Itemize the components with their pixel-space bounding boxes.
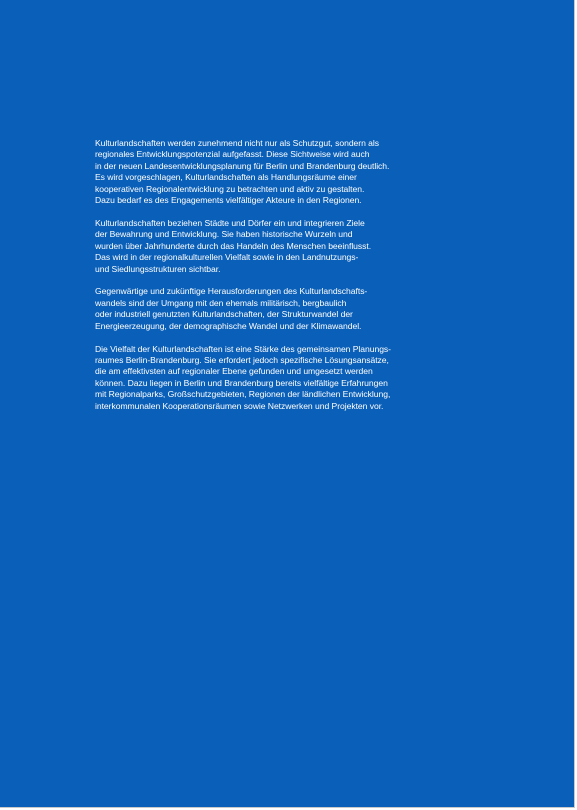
- text-line: in der neuen Landesentwicklungsplanung für Berlin und Brandenburg deutlich.: [95, 160, 390, 171]
- text-line: und Siedlungsstrukturen sichtbar.: [95, 263, 221, 274]
- paragraph-4: [95, 344, 425, 412]
- text-line: wurden über Jahrhunderte durch das Handeln des Menschen beeinflusst.: [95, 240, 372, 251]
- text-line: Gegenwärtige und zukünftige Herausforderungen des Kulturlandschafts-: [95, 286, 368, 297]
- paragraph-1: [95, 138, 425, 206]
- paragraph-3: [95, 286, 425, 332]
- text-line: regionales Entwicklungspotenzial aufgefasst. Diese Sichtweise wird auch: [95, 149, 370, 160]
- text-line: Das wird in der regionalkulturellen Vielfalt sowie in den Landnutzungs-: [95, 252, 359, 263]
- body-text: [95, 138, 425, 424]
- text-line: Kulturlandschaften werden zunehmend nicht nur als Schutzgut, sondern als: [95, 138, 379, 148]
- text-line: interkommunalen Kooperationsräumen sowie Netzwerken und Projekten vor.: [95, 400, 384, 411]
- text-line: oder industriell genutzten Kulturlandschaften, der Strukturwandel der: [95, 309, 353, 320]
- text-line: können. Dazu liegen in Berlin und Brandenburg bereits vielfältige Erfahrungen: [95, 377, 388, 388]
- text-line: Kulturlandschaften beziehen Städte und Dörfer ein und integrieren Ziele: [95, 217, 365, 228]
- text-line: der Bewahrung und Entwicklung. Sie haben historische Wurzeln und: [95, 229, 353, 240]
- text-line: die am effektivsten auf regionaler Ebene gefunden und umgesetzt werden: [95, 366, 373, 377]
- text-line: Die Vielfalt der Kulturlandschaften ist eine Stärke des gemeinsamen Planungs-: [95, 343, 391, 354]
- text-line: kooperativen Regionalentwicklung zu betrachten und aktiv zu gestalten.: [95, 183, 365, 194]
- text-line: wandels sind der Umgang mit den ehemals militärisch, bergbaulich: [95, 297, 347, 308]
- text-line: Energieerzeugung, der demographische Wandel und der Klimawandel.: [95, 320, 362, 331]
- text-line: Es wird vorgeschlagen, Kulturlandschaften als Handlungsräume einer: [95, 172, 357, 183]
- text-line: Dazu bedarf es des Engagements vielfältiger Akteure in den Regionen.: [95, 195, 362, 206]
- text-line: raumes Berlin-Brandenburg. Sie erfordert jedoch spezifische Lösungsansätze,: [95, 355, 389, 365]
- text-line: mit Regionalparks, Großschutzgebieten, Regionen der ländlichen Entwicklung,: [95, 389, 391, 400]
- paragraph-2: [95, 218, 425, 275]
